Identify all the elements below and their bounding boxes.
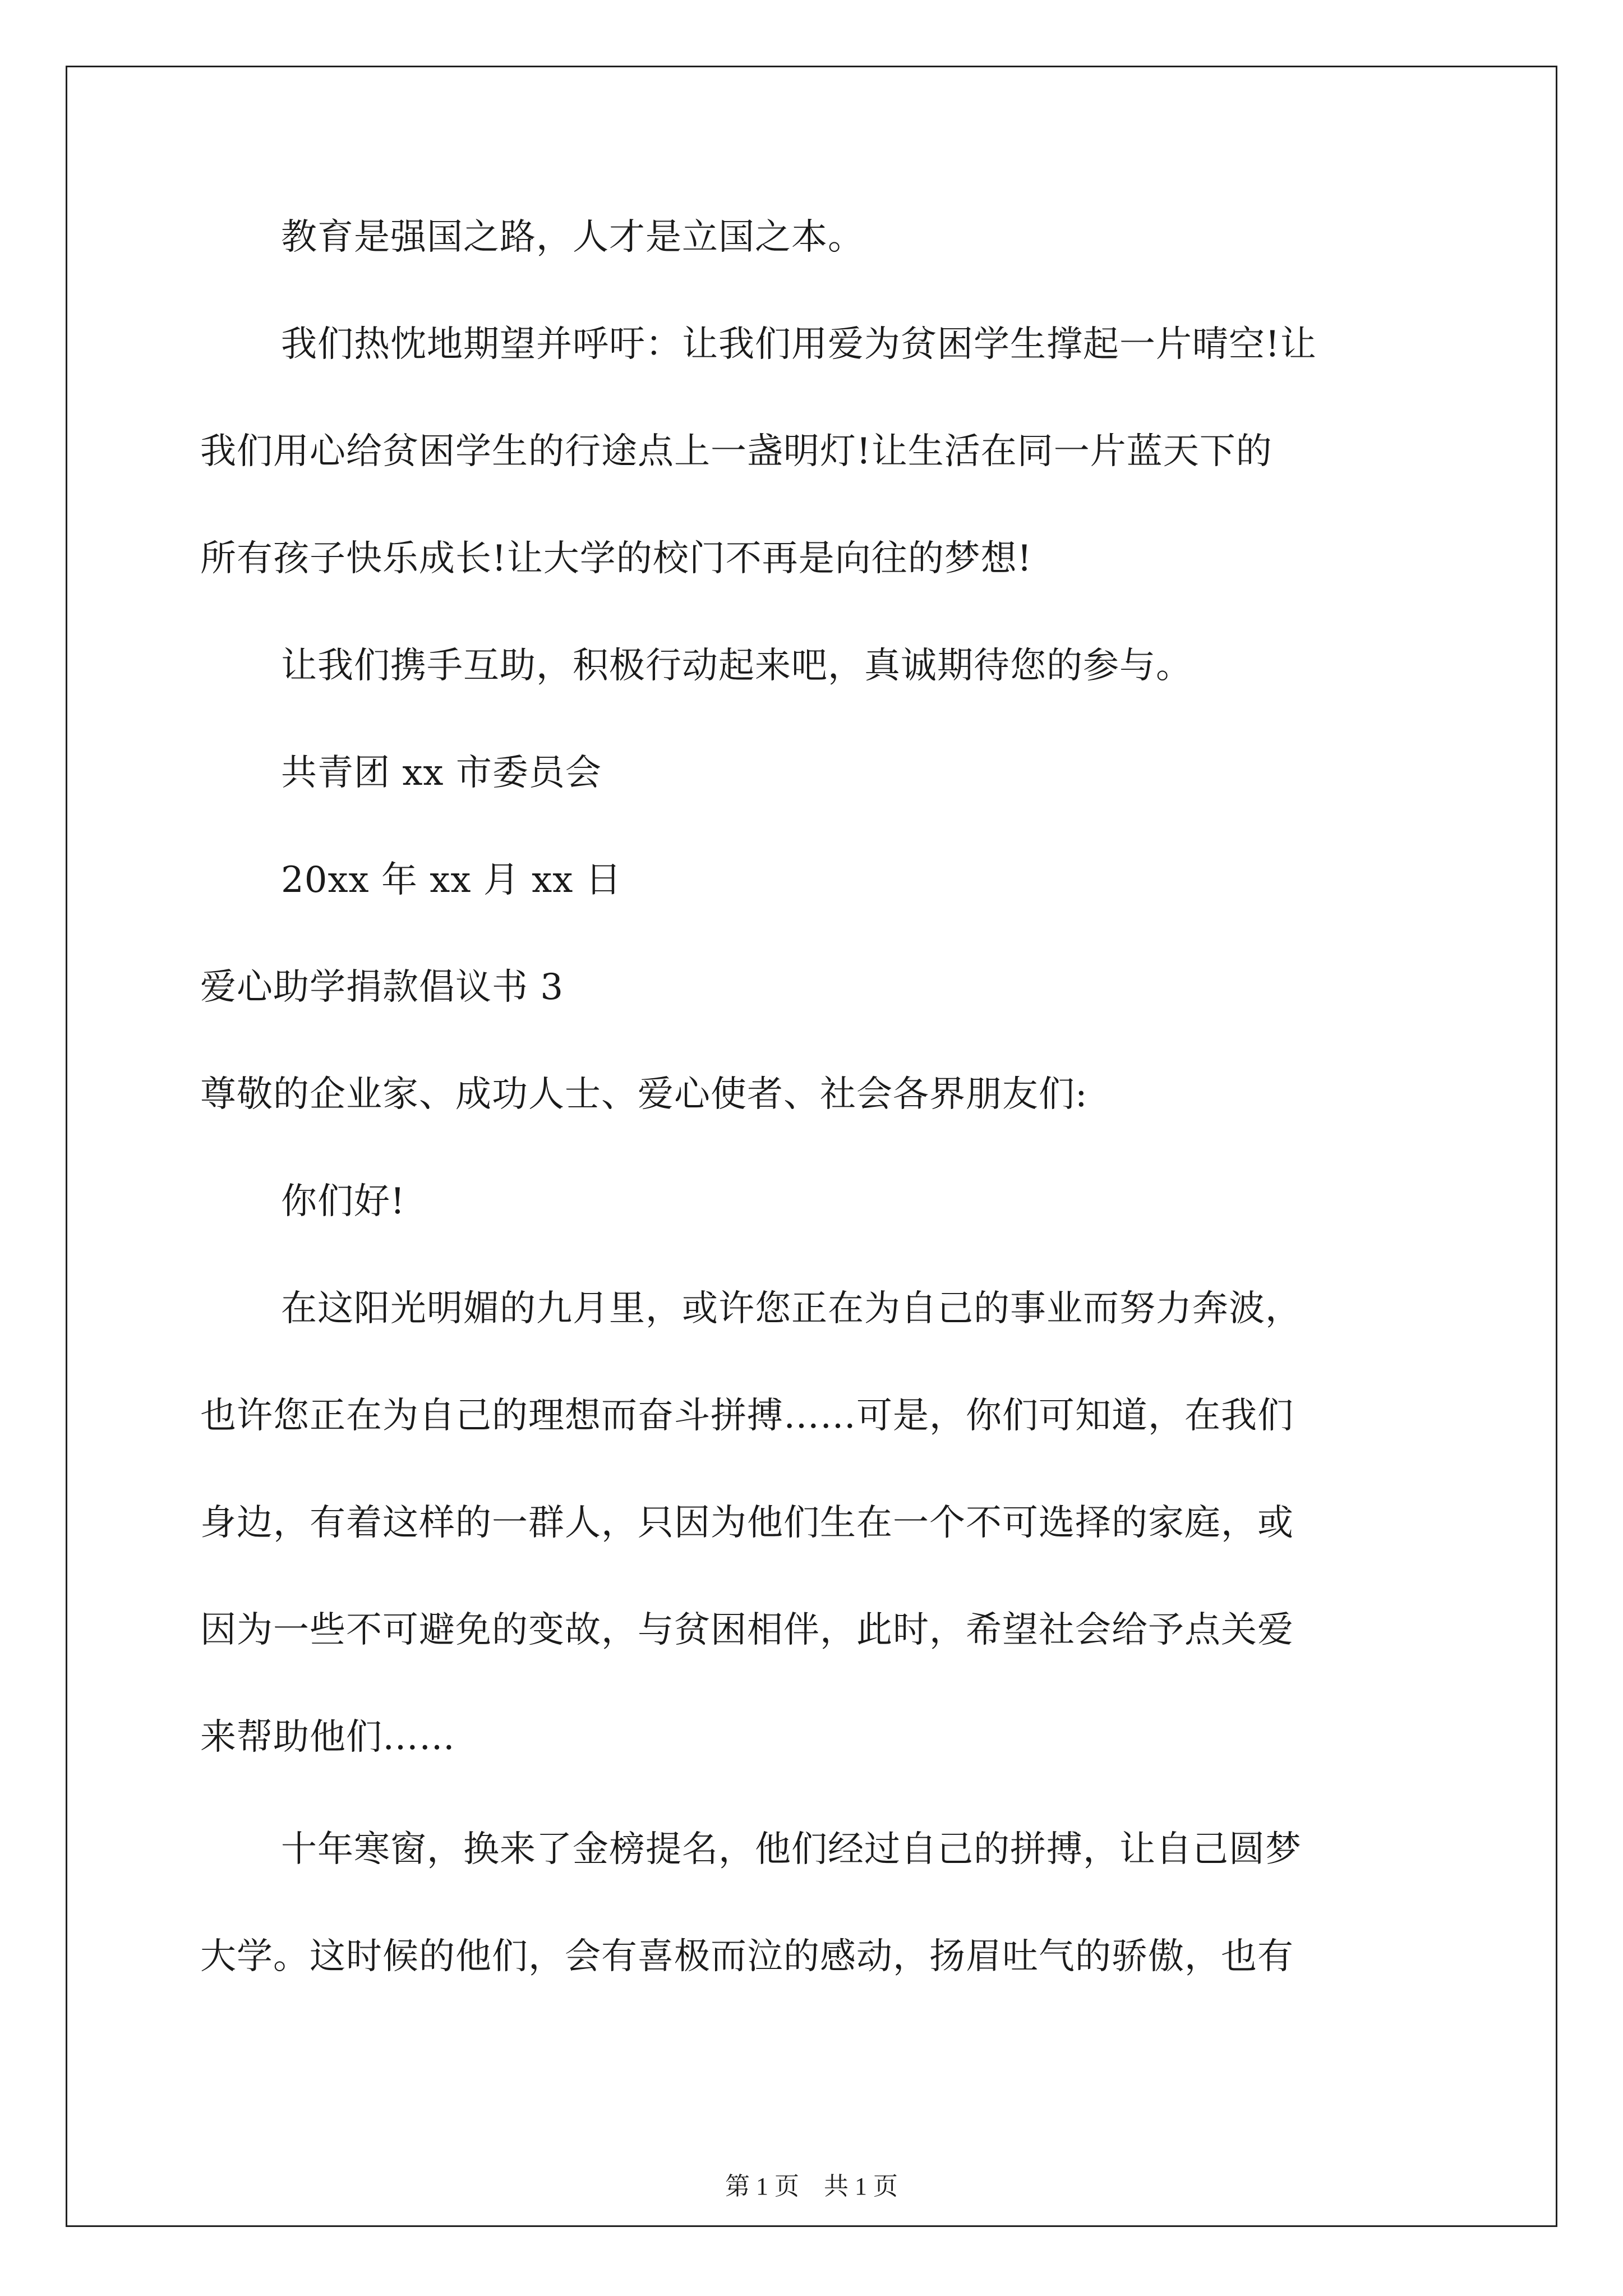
- greeting: 你们好!: [281, 1181, 405, 1222]
- paragraph-line: 因为一些不可避免的变故，与贫困相伴，此时，希望社会给予点关爱: [200, 1609, 1294, 1651]
- paragraph-line: 所有孩子快乐成长!让大学的校门不再是向往的梦想!: [200, 538, 1032, 579]
- paragraph-line: 身边，有着这样的一群人，只因为他们生在一个不可选择的家庭，或: [200, 1502, 1294, 1544]
- paragraph-line: 大学。这时候的他们，会有喜极而泣的感动，扬眉吐气的骄傲，也有: [200, 1936, 1294, 1977]
- paragraph-line: 来帮助他们……: [200, 1717, 455, 1758]
- paragraph-line: 也许您正在为自己的理想而奋斗拼搏……可是，你们可知道，在我们: [200, 1395, 1294, 1437]
- page-footer: 第 1 页 共 1 页: [725, 2173, 898, 2200]
- signature-date: 20xx 年 xx 月 xx 日: [281, 859, 622, 901]
- paragraph-line: 我们热忱地期望并呼吁：让我们用爱为贫困学生撑起一片晴空!让: [281, 324, 1317, 365]
- paragraph-line: 让我们携手互助，积极行动起来吧，真诚期待您的参与。: [281, 645, 1192, 687]
- paragraph-line: 我们用心给贫困学生的行途点上一盏明灯!让生活在同一片蓝天下的: [200, 431, 1272, 472]
- paragraph-line: 教育是强国之路，人才是立国之本。: [281, 217, 864, 258]
- paragraph-line: 在这阳光明媚的九月里，或许您正在为自己的事业而努力奔波，: [281, 1288, 1302, 1329]
- paragraph-line: 十年寒窗，换来了金榜提名，他们经过自己的拼搏，让自己圆梦: [281, 1829, 1302, 1870]
- salutation: 尊敬的企业家、成功人士、爱心使者、社会各界朋友们:: [200, 1074, 1088, 1115]
- signature-organization: 共青团 xx 市委员会: [281, 752, 602, 794]
- document-body: [200, 210, 1434, 1984]
- section-title: 爱心助学捐款倡议书 3: [200, 967, 564, 1008]
